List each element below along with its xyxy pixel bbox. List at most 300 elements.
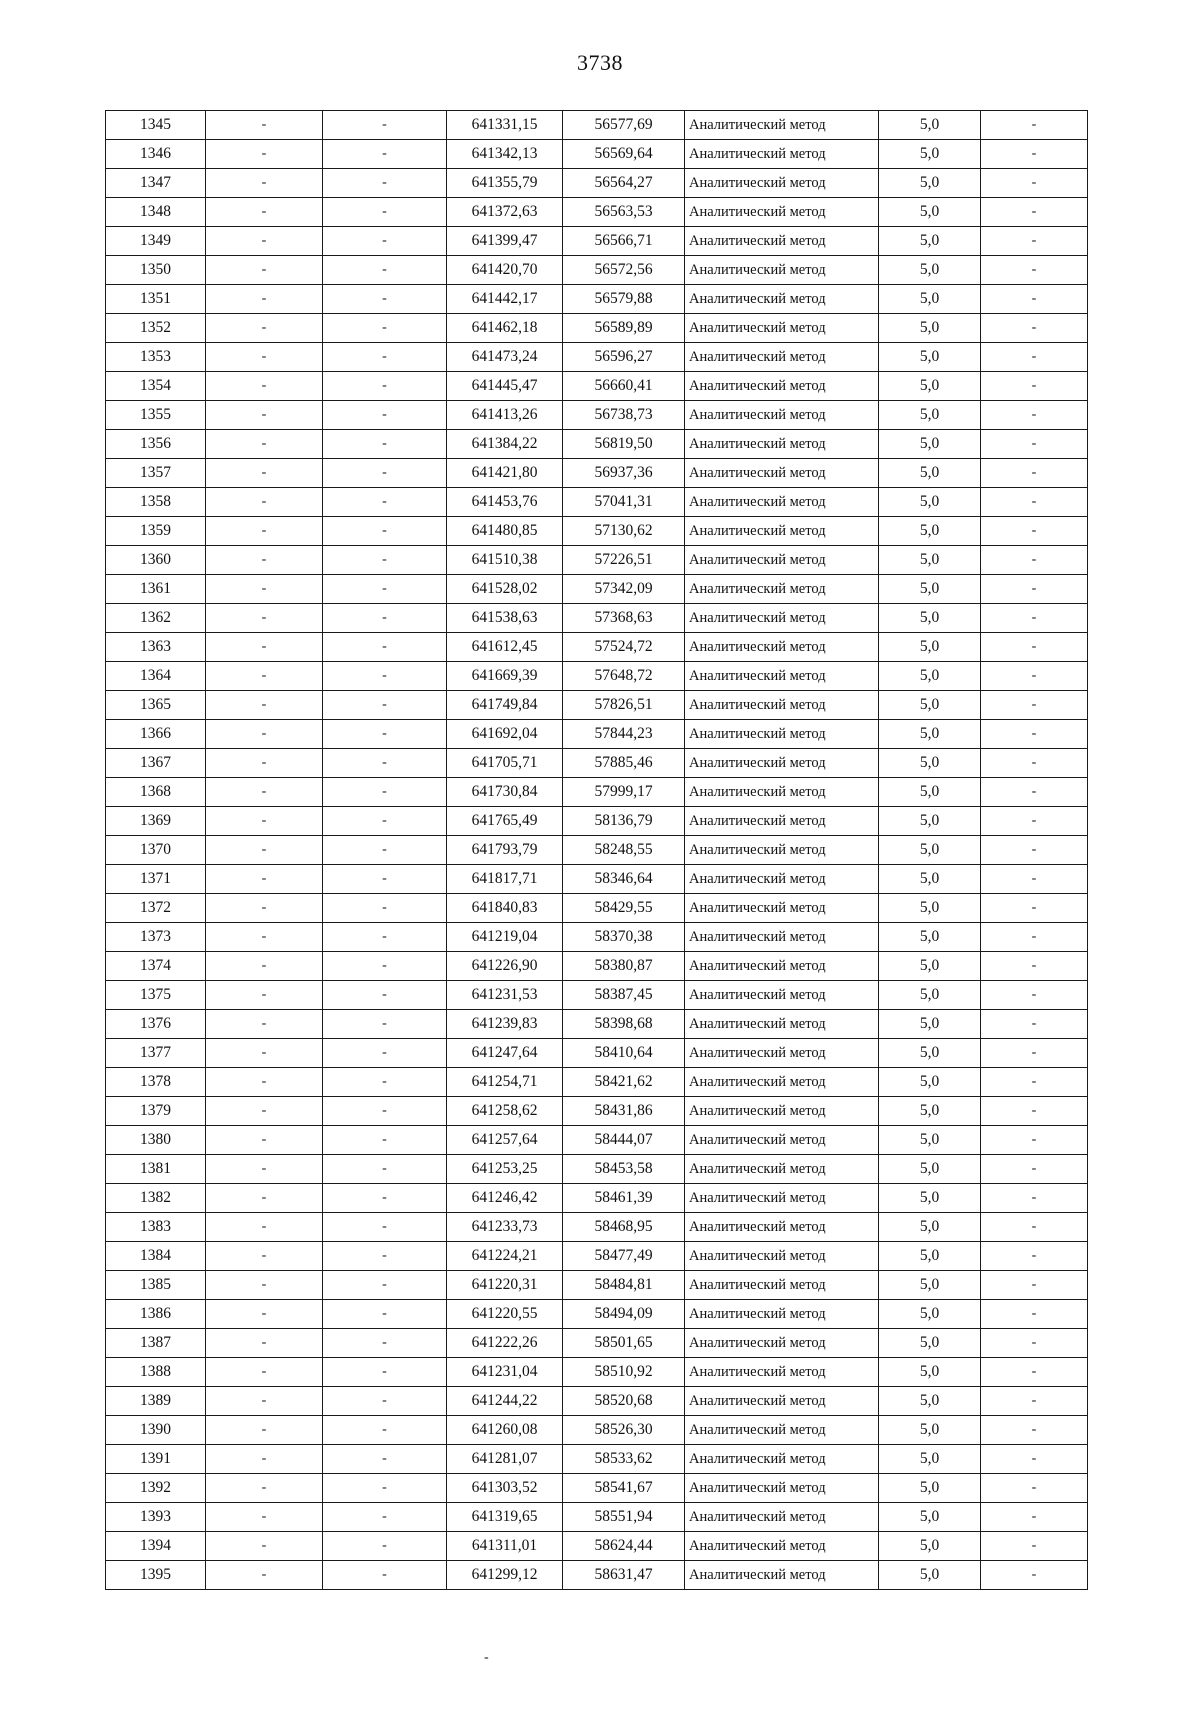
accuracy-cell: 5,0 (879, 372, 981, 401)
table-row (106, 285, 1088, 314)
method-cell: Аналитический метод (685, 1503, 879, 1532)
dash-cell-a: - (206, 1010, 323, 1039)
x-coordinate-cell: 641421,80 (447, 459, 563, 488)
y-coordinate-cell: 57648,72 (563, 662, 685, 691)
dash-cell-a: - (206, 691, 323, 720)
accuracy-cell: 5,0 (879, 1358, 981, 1387)
dash-cell-b: - (323, 430, 447, 459)
x-coordinate-cell: 641253,25 (447, 1155, 563, 1184)
method-cell: Аналитический метод (685, 923, 879, 952)
dash-cell-a: - (206, 1503, 323, 1532)
dash-cell-a: - (206, 720, 323, 749)
point-number-cell: 1356 (106, 430, 206, 459)
point-number-cell: 1381 (106, 1155, 206, 1184)
table-row (106, 633, 1088, 662)
y-coordinate-cell: 58541,67 (563, 1474, 685, 1503)
y-coordinate-cell: 57226,51 (563, 546, 685, 575)
accuracy-cell: 5,0 (879, 1271, 981, 1300)
dash-cell-c: - (981, 1387, 1088, 1416)
x-coordinate-cell: 641480,85 (447, 517, 563, 546)
dash-cell-a: - (206, 1271, 323, 1300)
dash-cell-c: - (981, 169, 1088, 198)
dash-cell-b: - (323, 198, 447, 227)
x-coordinate-cell: 641244,22 (447, 1387, 563, 1416)
coordinates-table (105, 110, 1088, 1590)
y-coordinate-cell: 58624,44 (563, 1532, 685, 1561)
accuracy-cell: 5,0 (879, 1155, 981, 1184)
accuracy-cell: 5,0 (879, 633, 981, 662)
dash-cell-c: - (981, 198, 1088, 227)
dash-cell-c: - (981, 140, 1088, 169)
y-coordinate-cell: 57342,09 (563, 575, 685, 604)
x-coordinate-cell: 641231,53 (447, 981, 563, 1010)
dash-cell-b: - (323, 459, 447, 488)
dash-cell-a: - (206, 604, 323, 633)
dash-cell-b: - (323, 1503, 447, 1532)
dash-cell-b: - (323, 691, 447, 720)
point-number-cell: 1385 (106, 1271, 206, 1300)
y-coordinate-cell: 56937,36 (563, 459, 685, 488)
method-cell: Аналитический метод (685, 749, 879, 778)
accuracy-cell: 5,0 (879, 169, 981, 198)
dash-cell-b: - (323, 836, 447, 865)
point-number-cell: 1348 (106, 198, 206, 227)
y-coordinate-cell: 56566,71 (563, 227, 685, 256)
dash-cell-a: - (206, 285, 323, 314)
accuracy-cell: 5,0 (879, 1445, 981, 1474)
x-coordinate-cell: 641840,83 (447, 894, 563, 923)
y-coordinate-cell: 58410,64 (563, 1039, 685, 1068)
dash-cell-c: - (981, 1242, 1088, 1271)
point-number-cell: 1351 (106, 285, 206, 314)
method-cell: Аналитический метод (685, 1039, 879, 1068)
x-coordinate-cell: 641342,13 (447, 140, 563, 169)
dash-cell-c: - (981, 604, 1088, 633)
dash-cell-c: - (981, 256, 1088, 285)
accuracy-cell: 5,0 (879, 343, 981, 372)
table-row (106, 401, 1088, 430)
y-coordinate-cell: 56596,27 (563, 343, 685, 372)
x-coordinate-cell: 641303,52 (447, 1474, 563, 1503)
y-coordinate-cell: 57368,63 (563, 604, 685, 633)
x-coordinate-cell: 641299,12 (447, 1561, 563, 1590)
dash-cell-c: - (981, 778, 1088, 807)
y-coordinate-cell: 56589,89 (563, 314, 685, 343)
method-cell: Аналитический метод (685, 1387, 879, 1416)
method-cell: Аналитический метод (685, 865, 879, 894)
x-coordinate-cell: 641692,04 (447, 720, 563, 749)
dash-cell-a: - (206, 372, 323, 401)
x-coordinate-cell: 641311,01 (447, 1532, 563, 1561)
dash-cell-c: - (981, 1097, 1088, 1126)
table-row (106, 1068, 1088, 1097)
table-row (106, 1387, 1088, 1416)
dash-cell-a: - (206, 1097, 323, 1126)
table-row (106, 1474, 1088, 1503)
table-row (106, 720, 1088, 749)
dash-cell-a: - (206, 198, 323, 227)
accuracy-cell: 5,0 (879, 952, 981, 981)
dash-cell-a: - (206, 1300, 323, 1329)
dash-cell-b: - (323, 1039, 447, 1068)
accuracy-cell: 5,0 (879, 314, 981, 343)
dash-cell-b: - (323, 256, 447, 285)
x-coordinate-cell: 641384,22 (447, 430, 563, 459)
page-number: 3738 (577, 50, 623, 75)
accuracy-cell: 5,0 (879, 1097, 981, 1126)
dash-cell-b: - (323, 1474, 447, 1503)
accuracy-cell: 5,0 (879, 865, 981, 894)
y-coordinate-cell: 58510,92 (563, 1358, 685, 1387)
dash-cell-c: - (981, 1068, 1088, 1097)
dash-cell-a: - (206, 343, 323, 372)
table-row (106, 1329, 1088, 1358)
y-coordinate-cell: 57524,72 (563, 633, 685, 662)
method-cell: Аналитический метод (685, 604, 879, 633)
table-row (106, 111, 1088, 140)
accuracy-cell: 5,0 (879, 720, 981, 749)
dash-cell-b: - (323, 923, 447, 952)
dash-cell-a: - (206, 459, 323, 488)
y-coordinate-cell: 58520,68 (563, 1387, 685, 1416)
y-coordinate-cell: 58248,55 (563, 836, 685, 865)
dash-cell-b: - (323, 517, 447, 546)
point-number-cell: 1389 (106, 1387, 206, 1416)
dash-cell-a: - (206, 1474, 323, 1503)
table-row (106, 894, 1088, 923)
dash-cell-a: - (206, 1416, 323, 1445)
method-cell: Аналитический метод (685, 198, 879, 227)
accuracy-cell: 5,0 (879, 401, 981, 430)
method-cell: Аналитический метод (685, 1561, 879, 1590)
point-number-cell: 1369 (106, 807, 206, 836)
accuracy-cell: 5,0 (879, 1126, 981, 1155)
method-cell: Аналитический метод (685, 401, 879, 430)
dash-cell-c: - (981, 314, 1088, 343)
method-cell: Аналитический метод (685, 285, 879, 314)
method-cell: Аналитический метод (685, 488, 879, 517)
point-number-cell: 1353 (106, 343, 206, 372)
dash-cell-a: - (206, 169, 323, 198)
dash-cell-c: - (981, 1300, 1088, 1329)
accuracy-cell: 5,0 (879, 604, 981, 633)
dash-cell-b: - (323, 488, 447, 517)
table-row (106, 1039, 1088, 1068)
x-coordinate-cell: 641257,64 (447, 1126, 563, 1155)
y-coordinate-cell: 58631,47 (563, 1561, 685, 1590)
table-row (106, 778, 1088, 807)
dash-cell-a: - (206, 227, 323, 256)
dash-cell-c: - (981, 372, 1088, 401)
point-number-cell: 1359 (106, 517, 206, 546)
table-body (106, 111, 1088, 1590)
accuracy-cell: 5,0 (879, 1039, 981, 1068)
dash-cell-c: - (981, 894, 1088, 923)
point-number-cell: 1345 (106, 111, 206, 140)
y-coordinate-cell: 57844,23 (563, 720, 685, 749)
method-cell: Аналитический метод (685, 1358, 879, 1387)
dash-cell-a: - (206, 894, 323, 923)
point-number-cell: 1350 (106, 256, 206, 285)
dash-cell-b: - (323, 401, 447, 430)
dash-cell-a: - (206, 865, 323, 894)
point-number-cell: 1368 (106, 778, 206, 807)
accuracy-cell: 5,0 (879, 140, 981, 169)
dash-cell-a: - (206, 836, 323, 865)
y-coordinate-cell: 58136,79 (563, 807, 685, 836)
method-cell: Аналитический метод (685, 633, 879, 662)
y-coordinate-cell: 56572,56 (563, 256, 685, 285)
y-coordinate-cell: 58501,65 (563, 1329, 685, 1358)
method-cell: Аналитический метод (685, 807, 879, 836)
dash-cell-c: - (981, 1039, 1088, 1068)
dash-cell-b: - (323, 1445, 447, 1474)
accuracy-cell: 5,0 (879, 430, 981, 459)
accuracy-cell: 5,0 (879, 1300, 981, 1329)
y-coordinate-cell: 57885,46 (563, 749, 685, 778)
method-cell: Аналитический метод (685, 517, 879, 546)
point-number-cell: 1367 (106, 749, 206, 778)
y-coordinate-cell: 58551,94 (563, 1503, 685, 1532)
x-coordinate-cell: 641254,71 (447, 1068, 563, 1097)
table-row (106, 865, 1088, 894)
dash-cell-a: - (206, 807, 323, 836)
table-row (106, 343, 1088, 372)
method-cell: Аналитический метод (685, 836, 879, 865)
table-row (106, 1358, 1088, 1387)
dash-cell-b: - (323, 372, 447, 401)
point-number-cell: 1357 (106, 459, 206, 488)
point-number-cell: 1349 (106, 227, 206, 256)
y-coordinate-cell: 58398,68 (563, 1010, 685, 1039)
method-cell: Аналитический метод (685, 1271, 879, 1300)
dash-cell-a: - (206, 1445, 323, 1474)
point-number-cell: 1352 (106, 314, 206, 343)
table-row (106, 1300, 1088, 1329)
dash-cell-c: - (981, 1155, 1088, 1184)
point-number-cell: 1365 (106, 691, 206, 720)
dash-cell-c: - (981, 488, 1088, 517)
y-coordinate-cell: 58380,87 (563, 952, 685, 981)
table-row (106, 459, 1088, 488)
table-row (106, 314, 1088, 343)
dash-cell-c: - (981, 401, 1088, 430)
dash-cell-a: - (206, 1068, 323, 1097)
table-row (106, 836, 1088, 865)
point-number-cell: 1360 (106, 546, 206, 575)
y-coordinate-cell: 58370,38 (563, 923, 685, 952)
table-row (106, 430, 1088, 459)
accuracy-cell: 5,0 (879, 807, 981, 836)
accuracy-cell: 5,0 (879, 1068, 981, 1097)
footer-mark: - (484, 1650, 489, 1665)
y-coordinate-cell: 56577,69 (563, 111, 685, 140)
dash-cell-c: - (981, 1445, 1088, 1474)
method-cell: Аналитический метод (685, 227, 879, 256)
accuracy-cell: 5,0 (879, 1387, 981, 1416)
x-coordinate-cell: 641749,84 (447, 691, 563, 720)
point-number-cell: 1378 (106, 1068, 206, 1097)
dash-cell-c: - (981, 227, 1088, 256)
dash-cell-a: - (206, 778, 323, 807)
dash-cell-c: - (981, 1416, 1088, 1445)
method-cell: Аналитический метод (685, 575, 879, 604)
accuracy-cell: 5,0 (879, 1503, 981, 1532)
accuracy-cell: 5,0 (879, 1329, 981, 1358)
accuracy-cell: 5,0 (879, 1010, 981, 1039)
y-coordinate-cell: 58431,86 (563, 1097, 685, 1126)
table-row (106, 981, 1088, 1010)
dash-cell-b: - (323, 169, 447, 198)
x-coordinate-cell: 641331,15 (447, 111, 563, 140)
method-cell: Аналитический метод (685, 1474, 879, 1503)
accuracy-cell: 5,0 (879, 1184, 981, 1213)
point-number-cell: 1358 (106, 488, 206, 517)
dash-cell-b: - (323, 1126, 447, 1155)
table-row (106, 1010, 1088, 1039)
x-coordinate-cell: 641538,63 (447, 604, 563, 633)
dash-cell-b: - (323, 140, 447, 169)
point-number-cell: 1388 (106, 1358, 206, 1387)
y-coordinate-cell: 56579,88 (563, 285, 685, 314)
dash-cell-a: - (206, 1329, 323, 1358)
dash-cell-a: - (206, 140, 323, 169)
point-number-cell: 1383 (106, 1213, 206, 1242)
dash-cell-b: - (323, 1068, 447, 1097)
y-coordinate-cell: 58387,45 (563, 981, 685, 1010)
x-coordinate-cell: 641413,26 (447, 401, 563, 430)
dash-cell-b: - (323, 807, 447, 836)
accuracy-cell: 5,0 (879, 1416, 981, 1445)
table-row (106, 1155, 1088, 1184)
x-coordinate-cell: 641473,24 (447, 343, 563, 372)
dash-cell-a: - (206, 1039, 323, 1068)
method-cell: Аналитический метод (685, 372, 879, 401)
point-number-cell: 1376 (106, 1010, 206, 1039)
method-cell: Аналитический метод (685, 720, 879, 749)
dash-cell-a: - (206, 1155, 323, 1184)
dash-cell-c: - (981, 691, 1088, 720)
x-coordinate-cell: 641222,26 (447, 1329, 563, 1358)
x-coordinate-cell: 641453,76 (447, 488, 563, 517)
dash-cell-a: - (206, 749, 323, 778)
table-row (106, 169, 1088, 198)
x-coordinate-cell: 641281,07 (447, 1445, 563, 1474)
dash-cell-b: - (323, 662, 447, 691)
point-number-cell: 1355 (106, 401, 206, 430)
dash-cell-c: - (981, 111, 1088, 140)
method-cell: Аналитический метод (685, 430, 879, 459)
dash-cell-a: - (206, 546, 323, 575)
dash-cell-c: - (981, 720, 1088, 749)
table-row (106, 227, 1088, 256)
point-number-cell: 1393 (106, 1503, 206, 1532)
method-cell: Аналитический метод (685, 952, 879, 981)
dash-cell-a: - (206, 923, 323, 952)
x-coordinate-cell: 641730,84 (447, 778, 563, 807)
y-coordinate-cell: 58346,64 (563, 865, 685, 894)
y-coordinate-cell: 58533,62 (563, 1445, 685, 1474)
y-coordinate-cell: 58494,09 (563, 1300, 685, 1329)
dash-cell-c: - (981, 807, 1088, 836)
dash-cell-c: - (981, 575, 1088, 604)
x-coordinate-cell: 641246,42 (447, 1184, 563, 1213)
x-coordinate-cell: 641220,55 (447, 1300, 563, 1329)
method-cell: Аналитический метод (685, 778, 879, 807)
method-cell: Аналитический метод (685, 1416, 879, 1445)
x-coordinate-cell: 641239,83 (447, 1010, 563, 1039)
accuracy-cell: 5,0 (879, 1474, 981, 1503)
accuracy-cell: 5,0 (879, 488, 981, 517)
table-row (106, 1445, 1088, 1474)
table-row (106, 1532, 1088, 1561)
y-coordinate-cell: 56564,27 (563, 169, 685, 198)
point-number-cell: 1390 (106, 1416, 206, 1445)
accuracy-cell: 5,0 (879, 575, 981, 604)
dash-cell-b: - (323, 1561, 447, 1590)
dash-cell-a: - (206, 430, 323, 459)
y-coordinate-cell: 56738,73 (563, 401, 685, 430)
dash-cell-b: - (323, 1213, 447, 1242)
point-number-cell: 1354 (106, 372, 206, 401)
dash-cell-c: - (981, 459, 1088, 488)
accuracy-cell: 5,0 (879, 662, 981, 691)
method-cell: Аналитический метод (685, 140, 879, 169)
y-coordinate-cell: 58461,39 (563, 1184, 685, 1213)
dash-cell-c: - (981, 1503, 1088, 1532)
method-cell: Аналитический метод (685, 1300, 879, 1329)
point-number-cell: 1384 (106, 1242, 206, 1271)
method-cell: Аналитический метод (685, 546, 879, 575)
dash-cell-b: - (323, 778, 447, 807)
accuracy-cell: 5,0 (879, 1242, 981, 1271)
table-row (106, 1213, 1088, 1242)
method-cell: Аналитический метод (685, 1155, 879, 1184)
point-number-cell: 1372 (106, 894, 206, 923)
point-number-cell: 1364 (106, 662, 206, 691)
method-cell: Аналитический метод (685, 1068, 879, 1097)
y-coordinate-cell: 58526,30 (563, 1416, 685, 1445)
point-number-cell: 1395 (106, 1561, 206, 1590)
accuracy-cell: 5,0 (879, 111, 981, 140)
x-coordinate-cell: 641247,64 (447, 1039, 563, 1068)
dash-cell-a: - (206, 662, 323, 691)
x-coordinate-cell: 641233,73 (447, 1213, 563, 1242)
dash-cell-a: - (206, 952, 323, 981)
method-cell: Аналитический метод (685, 1445, 879, 1474)
x-coordinate-cell: 641705,71 (447, 749, 563, 778)
point-number-cell: 1394 (106, 1532, 206, 1561)
accuracy-cell: 5,0 (879, 749, 981, 778)
y-coordinate-cell: 57130,62 (563, 517, 685, 546)
dash-cell-a: - (206, 1213, 323, 1242)
point-number-cell: 1379 (106, 1097, 206, 1126)
point-number-cell: 1362 (106, 604, 206, 633)
method-cell: Аналитический метод (685, 662, 879, 691)
point-number-cell: 1346 (106, 140, 206, 169)
y-coordinate-cell: 58453,58 (563, 1155, 685, 1184)
method-cell: Аналитический метод (685, 111, 879, 140)
method-cell: Аналитический метод (685, 169, 879, 198)
x-coordinate-cell: 641258,62 (447, 1097, 563, 1126)
method-cell: Аналитический метод (685, 256, 879, 285)
accuracy-cell: 5,0 (879, 459, 981, 488)
accuracy-cell: 5,0 (879, 227, 981, 256)
y-coordinate-cell: 58444,07 (563, 1126, 685, 1155)
dash-cell-c: - (981, 285, 1088, 314)
dash-cell-b: - (323, 1271, 447, 1300)
dash-cell-a: - (206, 1532, 323, 1561)
